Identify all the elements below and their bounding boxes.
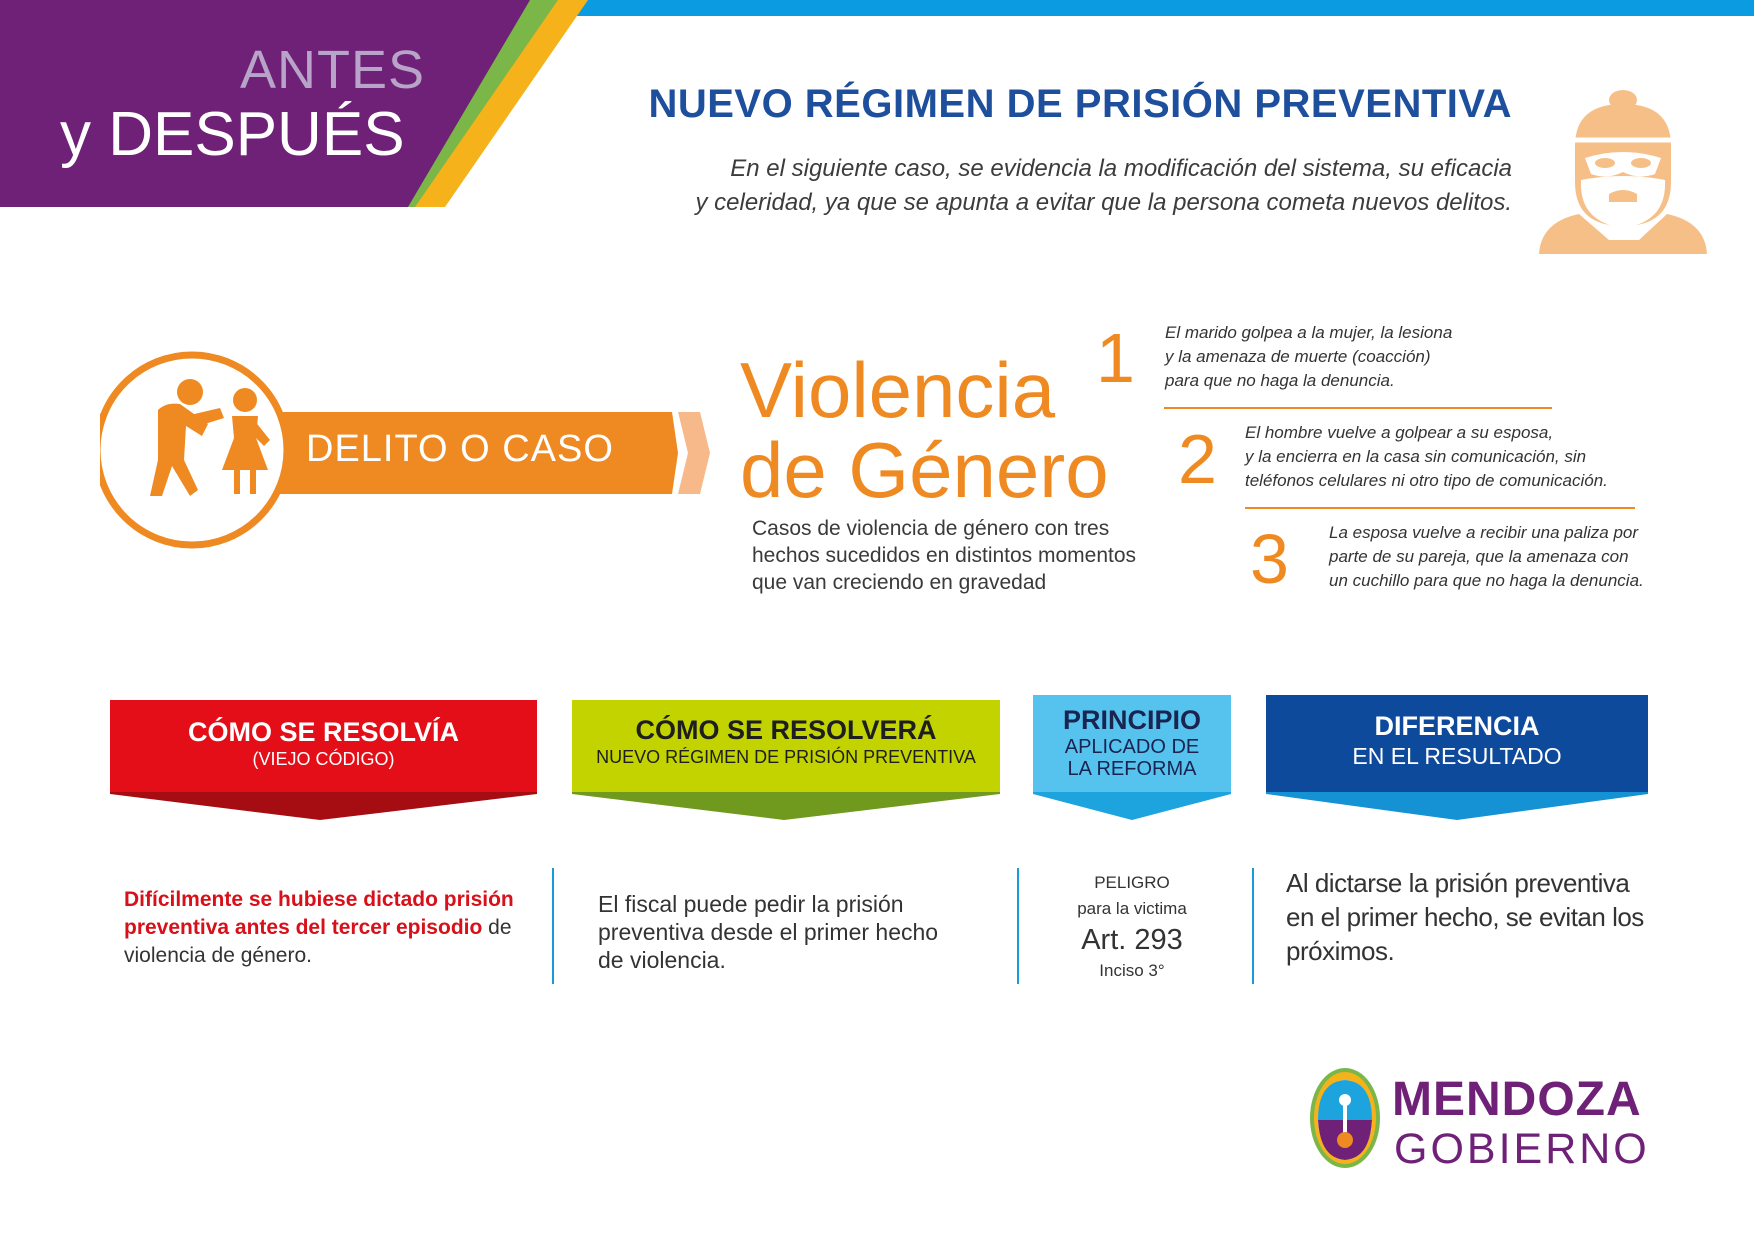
event-divider-1 xyxy=(1164,407,1552,409)
subtitle-line-1: En el siguiente caso, se evidencia la modificación del sistema, su eficacia xyxy=(730,155,1512,182)
event-line: parte de su pareja, que la amenaza con xyxy=(1329,547,1629,566)
after-header-subtitle: NUEVO RÉGIMEN DE PRISIÓN PREVENTIVA xyxy=(596,747,976,767)
after-text-line: preventiva desde el primer hecho xyxy=(598,919,939,945)
page-title: NUEVO RÉGIMEN DE PRISIÓN PREVENTIVA xyxy=(648,82,1512,126)
logo-gobierno: GOBIERNO xyxy=(1394,1125,1650,1173)
before-text-strong: preventiva antes del tercer episodio xyxy=(124,916,483,939)
event-line: La esposa vuelve a recibir una paliza por xyxy=(1329,523,1639,542)
difference-text-line: Al dictarse la prisión preventiva xyxy=(1286,868,1630,898)
principle-peligro: PELIGRO xyxy=(1094,873,1170,892)
case-description-line: que van creciendo en gravedad xyxy=(752,571,1047,594)
despues-label: y DESPUÉS xyxy=(60,100,405,169)
principle-header-title: PRINCIPIO xyxy=(1062,705,1202,735)
after-header xyxy=(572,714,1000,768)
case-title-line-1: Violencia xyxy=(740,346,1056,434)
column-divider-1 xyxy=(552,868,554,984)
case-description-line: hechos sucedidos en distintos momentos xyxy=(752,544,1137,567)
after-text xyxy=(598,890,978,974)
case-description xyxy=(752,515,1152,596)
mendoza-shield-icon xyxy=(1308,1066,1382,1170)
after-text-line: de violencia. xyxy=(598,947,726,973)
difference-text xyxy=(1286,866,1706,968)
event-number-2: 2 xyxy=(1178,420,1217,498)
event-number-1: 1 xyxy=(1096,319,1135,397)
after-header-title: CÓMO SE RESOLVERÁ xyxy=(635,715,937,745)
principle-article: Art. 293 xyxy=(1081,924,1183,956)
difference-text-line: en el primer hecho, se evitan los xyxy=(1286,902,1644,932)
principle-header xyxy=(1033,704,1231,780)
event-line: teléfonos celulares ni otro tipo de comunicación. xyxy=(1245,471,1608,490)
before-text xyxy=(124,886,544,970)
before-text-normal: de xyxy=(482,916,512,939)
difference-text-line: próximos. xyxy=(1286,936,1395,966)
principle-text xyxy=(1040,870,1224,984)
column-divider-2 xyxy=(1017,868,1019,984)
case-title-line-2: de Género xyxy=(740,426,1109,514)
event-1-text xyxy=(1165,321,1452,393)
page-subtitle xyxy=(600,152,1512,220)
case-label: DELITO O CASO xyxy=(306,428,614,470)
event-2-text xyxy=(1245,421,1608,493)
event-line: El marido golpea a la mujer, la lesiona xyxy=(1165,323,1453,342)
before-text-strong: Difícilmente se hubiese dictado prisión xyxy=(124,888,514,911)
event-divider-2 xyxy=(1245,507,1635,509)
event-line: un cuchillo para que no haga la denuncia. xyxy=(1329,571,1644,590)
principle-header-subtitle: LA REFORMA xyxy=(1067,758,1197,780)
event-3-text xyxy=(1329,521,1644,593)
principle-para: para la victima xyxy=(1077,899,1187,918)
event-line: para que no haga la denuncia. xyxy=(1165,371,1395,390)
principle-header-subtitle: APLICADO DE xyxy=(1064,736,1200,758)
subtitle-line-2: y celeridad, ya que se apunta a evitar que la persona cometa nuevos delitos. xyxy=(695,189,1512,216)
before-header-arrow xyxy=(110,792,537,820)
case-arrow-chevron xyxy=(678,412,710,494)
before-header-subtitle: (VIEJO CÓDIGO) xyxy=(252,749,395,769)
after-text-line: El fiscal puede pedir la prisión xyxy=(598,891,904,917)
event-line: y la amenaza de muerte (coacción) xyxy=(1165,347,1431,366)
column-divider-3 xyxy=(1252,868,1254,984)
after-header-arrow xyxy=(572,792,1000,820)
case-description-line: Casos de violencia de género con tres xyxy=(752,517,1110,540)
top-blue-bar xyxy=(540,0,1754,16)
event-line: y la encierra en la casa sin comunicación, sin xyxy=(1245,447,1587,466)
before-header-title: CÓMO SE RESOLVÍA xyxy=(187,717,460,747)
difference-header xyxy=(1266,710,1648,770)
antes-label: ANTES xyxy=(240,40,426,100)
event-line: El hombre vuelve a golpear a su esposa, xyxy=(1245,423,1554,442)
offender-icon xyxy=(1535,76,1715,256)
principle-inciso: Inciso 3° xyxy=(1099,961,1165,980)
event-number-3: 3 xyxy=(1250,520,1289,598)
before-header xyxy=(110,716,537,770)
difference-header-title: DIFERENCIA xyxy=(1374,711,1540,741)
difference-header-subtitle: EN EL RESULTADO xyxy=(1352,743,1562,769)
before-text-normal: violencia de género. xyxy=(124,944,312,967)
principle-header-arrow xyxy=(1033,792,1231,820)
difference-header-arrow xyxy=(1266,792,1648,820)
logo-mendoza: MENDOZA xyxy=(1392,1073,1642,1126)
